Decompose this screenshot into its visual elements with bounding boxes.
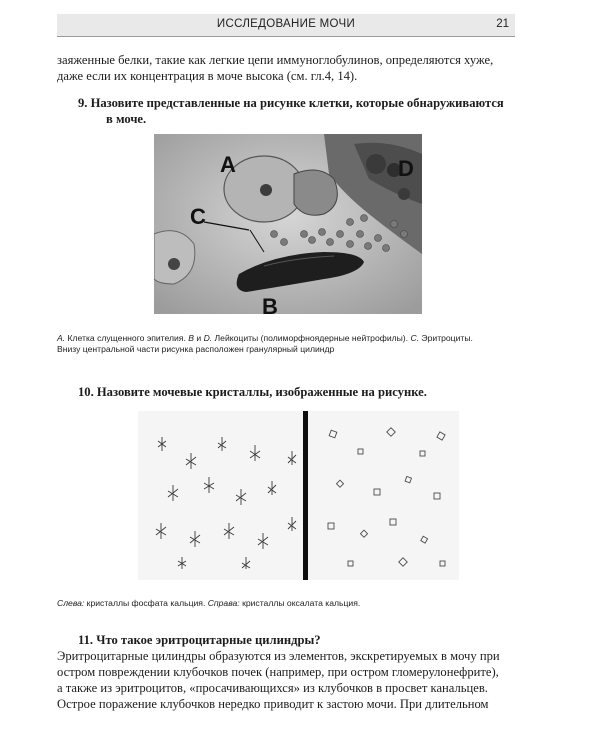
urine-cells-micrograph [154,134,422,314]
urine-crystals-micrograph-drawing [138,411,459,580]
intro-line-2: даже если их концентрация в моче высока (см. гл.4, 14). [57,69,358,83]
urine-crystals-micrograph [138,411,459,580]
urine-cells-micrograph-drawing [154,134,422,314]
label-b: B [262,294,278,314]
running-header-title: ИССЛЕДОВАНИЕ МОЧИ [216,18,356,30]
caption-mark-c: C. [410,333,420,343]
caption-and: и [193,333,204,343]
intro-line-1: заяженные белки, такие как легкие цепи иммуноглобулинов, определяются хуже, [57,53,494,67]
figure-1-caption [57,333,515,355]
caption-mark-b: B [188,333,194,343]
caption-mark-a: A. [57,333,66,343]
caption-text-c: Эритроциты. [419,333,473,343]
figure-2-caption [57,598,515,609]
caption-mark-left: Слева: [57,598,85,608]
label-a: A [220,152,236,177]
intro-paragraph [57,52,515,84]
caption-mark-right: Справа: [207,598,240,608]
caption-mark-d: D. [203,333,213,343]
q11-line-2: остром повреждении клубочков почек (например, при остром гломерулонефрите), [57,665,499,679]
question-11-paragraph [57,648,515,712]
question-9-line-1: 9. Назовите представленные на рисунке клетки, которые обнаруживаются [78,96,504,110]
caption-text-bd: Лейкоциты (полиморфноядерные нейтрофилы). [212,333,411,343]
running-header [57,14,515,37]
label-d: D [398,156,414,181]
caption-text-left: кристаллы фосфата кальция. [84,598,208,608]
label-c: C [190,204,206,229]
figure-1-caption-line-1 [57,333,515,344]
question-9-line-2: в моче. [106,112,147,126]
q11-line-3: а также из эритроцитов, «просачивающихся» из клубочков в просвет канальцев. [57,681,488,695]
question-11-title: 11. Что такое эритроцитарные цилиндры? [78,633,321,647]
q11-line-1: Эритроцитарные цилиндры образуются из элементов, экскретируемых в мочу при [57,649,500,663]
caption-text-right: кристаллы оксалата кальция. [239,598,361,608]
figure-1-caption-line-2: Внизу центральной части рисунка расположен гранулярный цилиндр [57,344,335,354]
caption-text-a: Клетка слущенного эпителия. [65,333,189,343]
q11-line-4: Острое поражение клубочков нередко приводит к застою мочи. При длительном [57,697,489,711]
page-number: 21 [496,18,509,30]
question-10: 10. Назовите мочевые кристаллы, изображенные на рисунке. [78,385,427,399]
